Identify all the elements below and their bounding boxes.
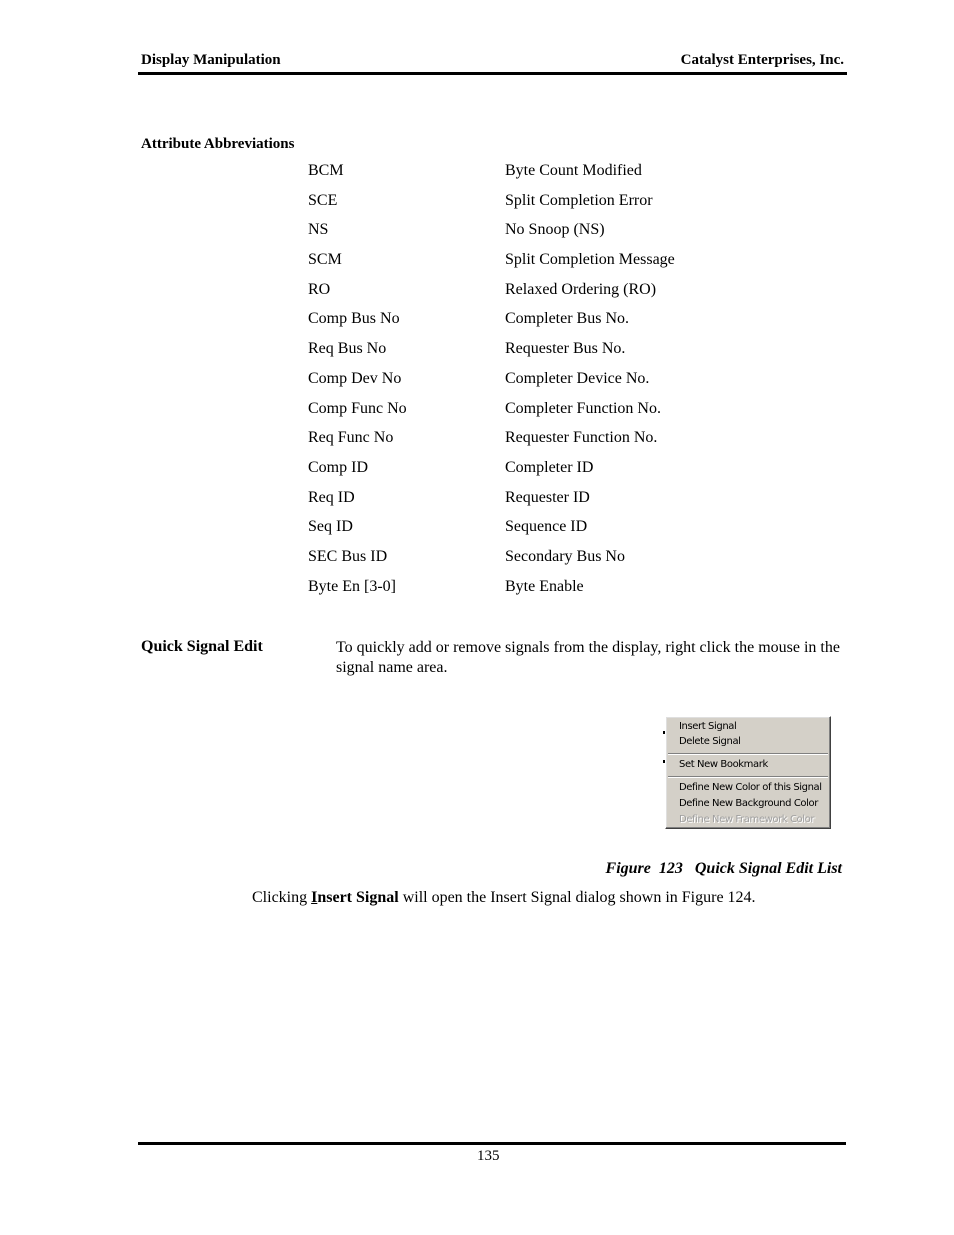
insert-signal-mnemonic: I	[311, 889, 318, 906]
abbreviation-code: Comp Dev No	[308, 369, 402, 387]
menu-item-define-framework-color: Define New Framework Color	[679, 814, 815, 825]
abbreviation-code: NS	[308, 221, 329, 239]
abbreviation-row	[308, 518, 675, 548]
abbreviation-code: Comp Func No	[308, 399, 407, 417]
abbreviation-meaning: Sequence ID	[505, 518, 588, 536]
abbreviation-row	[308, 370, 675, 400]
menu-edge-mark	[663, 731, 665, 734]
abbreviation-row	[308, 429, 675, 459]
abbreviation-row	[308, 251, 675, 281]
abbreviation-meaning: Relaxed Ordering (RO)	[505, 280, 657, 298]
abbreviation-code: Seq ID	[308, 518, 353, 536]
attribute-abbreviations-heading: Attribute Abbreviations	[141, 136, 295, 152]
sentence-end: will open the Insert Signal dialog shown in Figure 124.	[398, 889, 756, 906]
abbreviation-row	[308, 221, 675, 251]
abbreviation-meaning: Completer Device No.	[505, 369, 650, 387]
abbreviation-row	[308, 548, 675, 578]
abbreviation-code: SCM	[308, 251, 342, 269]
abbreviation-row	[308, 281, 675, 311]
header-company-name: Catalyst Enterprises, Inc.	[680, 52, 844, 68]
abbreviation-code: SCE	[308, 191, 338, 209]
quick-signal-edit-description: To quickly add or remove signals from the display, right click the mouse in the signal name area.	[336, 639, 840, 676]
quick-signal-edit-label: Quick Signal Edit	[141, 638, 263, 655]
abbreviation-code: SEC Bus ID	[308, 547, 388, 565]
insert-signal-term	[311, 889, 399, 906]
abbreviation-meaning: Byte Enable	[505, 577, 584, 595]
abbreviation-meaning: Completer Function No.	[505, 399, 661, 417]
abbreviation-row	[308, 400, 675, 430]
menu-edge-mark	[663, 760, 665, 763]
abbreviation-code: Comp Bus No	[308, 310, 400, 328]
header-section-title: Display Manipulation	[141, 52, 281, 68]
abbreviation-meaning: Secondary Bus No	[505, 547, 625, 565]
abbreviation-meaning: Completer Bus No.	[505, 310, 629, 328]
abbreviation-row	[308, 162, 675, 192]
abbreviation-meaning: Requester ID	[505, 488, 590, 506]
menu-item-define-background-color[interactable]: Define New Background Color	[679, 798, 818, 809]
abbreviation-code: Req ID	[308, 488, 355, 506]
abbreviation-meaning: Requester Function No.	[505, 429, 658, 447]
abbreviation-code: Byte En [3-0]	[308, 577, 396, 595]
abbreviation-code: Req Bus No	[308, 340, 387, 358]
abbreviation-row	[308, 578, 675, 608]
menu-separator	[668, 753, 828, 755]
menu-separator	[668, 776, 828, 778]
abbreviation-code: Comp ID	[308, 458, 368, 476]
abbreviation-code: RO	[308, 280, 331, 298]
abbreviation-code: BCM	[308, 162, 344, 179]
abbreviation-meaning: Split Completion Error	[505, 191, 653, 209]
abbreviation-meaning: Byte Count Modified	[505, 162, 642, 179]
abbreviation-row	[308, 192, 675, 222]
abbreviation-row	[308, 489, 675, 519]
abbreviation-code: Req Func No	[308, 429, 394, 447]
abbreviation-row	[308, 340, 675, 370]
menu-item-delete-signal[interactable]: Delete Signal	[679, 736, 741, 747]
quick-signal-edit-context-menu	[665, 716, 831, 829]
insert-signal-sentence	[252, 889, 756, 907]
abbreviation-meaning: Split Completion Message	[505, 251, 675, 269]
page-number: 135	[477, 1148, 500, 1164]
footer-divider	[138, 1142, 846, 1145]
abbreviation-meaning: Requester Bus No.	[505, 340, 626, 358]
abbreviation-row	[308, 459, 675, 489]
header-divider	[138, 72, 847, 75]
attribute-abbreviations-table	[308, 162, 675, 607]
figure-caption: Figure 123 Quick Signal Edit List	[605, 860, 842, 877]
sentence-start: Clicking	[252, 889, 312, 906]
abbreviation-row	[308, 310, 675, 340]
menu-item-insert-signal[interactable]: Insert Signal	[679, 721, 737, 732]
abbreviation-meaning: Completer ID	[505, 458, 594, 476]
menu-item-define-signal-color[interactable]: Define New Color of this Signal	[679, 782, 822, 793]
insert-signal-term-rest: nsert Signal	[317, 889, 399, 906]
abbreviation-meaning: No Snoop (NS)	[505, 221, 605, 239]
menu-item-set-new-bookmark[interactable]: Set New Bookmark	[679, 759, 768, 770]
